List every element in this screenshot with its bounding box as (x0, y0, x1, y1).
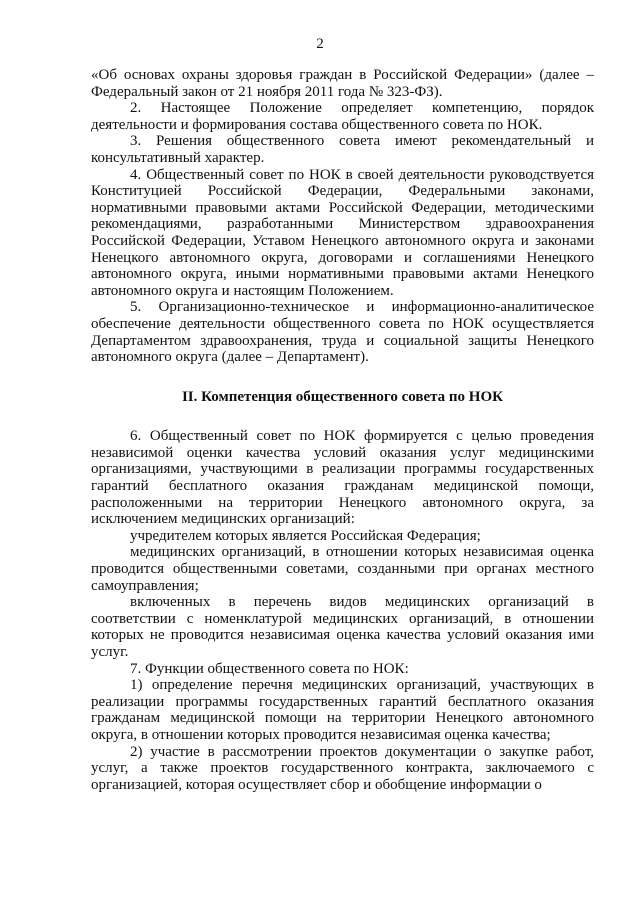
paragraph-4: 4. Общественный совет по НОК в своей деятельности руководствуется Конституцией Российской Федерации, Федеральными законами, нормативными правовыми актами Российской Федерации, методическими рекомендациями, разработанными Министерством здравоохранения Российской Федерации, Уставом Ненецкого автономного округа и законами Ненецкого автономного округа, договорами и соглашениями Ненецкого автономного округа, иными нормативными правовыми актами Ненецкого автономного округа и настоящим Положением. (91, 166, 594, 299)
function-item-1: 1) определение перечня медицинских организаций, участвующих в реализации программы государственных гарантий бесплатного оказания гражданам медицинской помощи на территории Ненецкого автономного округа, в отношении которых проводится независимая оценка качества; (91, 677, 594, 743)
paragraph-2: 2. Настоящее Положение определяет компетенцию, порядок деятельности и формирования состава общественного совета по НОК. (91, 100, 594, 133)
paragraph-3: 3. Решения общественного совета имеют рекомендательный и консультативный характер. (91, 133, 594, 166)
function-item-2: 2) участие в рассмотрении проектов документации о закупке работ, услуг, а также проектов государственного контракта, заключаемого с организацией, которая осуществляет сбор и обобщение информации о (91, 743, 594, 793)
paragraph-7: 7. Функции общественного совета по НОК: (130, 660, 409, 677)
paragraph-6: 6. Общественный совет по НОК формируется с целью проведения независимой оценки качества условий оказания услуг медицинскими организациями, участвующими в реализации программы государственных гарантий бесплатного оказания гражданам медицинской помощи, расположенными на территории Ненецкого автономного округа, за исключением медицинских организаций: (91, 428, 594, 528)
exclusion-item-3: включенных в перечень видов медицинских организаций в соответствии с номенклатурой медицинских организаций, в отношении которых не проводится независимая оценка качества условий оказания ими услуг. (91, 594, 594, 660)
section-heading: II. Компетенция общественного совета по НОК (181, 388, 504, 405)
page-number: 2 (316, 36, 324, 52)
paragraph-federal-law-continuation: «Об основах охраны здоровья граждан в Российской Федерации» (далее – Федеральный закон от 21 ноября 2011 года № 323-ФЗ). (91, 67, 594, 100)
paragraph-5: 5. Организационно-техническое и информационно-аналитическое обеспечение деятельности общественного совета по НОК осуществляется Департаментом здравоохранения, труда и социальной защиты Ненецкого автономного округа (далее – Департамент). (91, 299, 594, 366)
document-body (91, 67, 594, 793)
exclusion-item-1: учредителем которых является Российская Федерация; (130, 527, 481, 544)
exclusion-item-2: медицинских организаций, в отношении которых независимая оценка проводится общественными советами, созданными при органах местного самоуправления; (91, 544, 594, 594)
